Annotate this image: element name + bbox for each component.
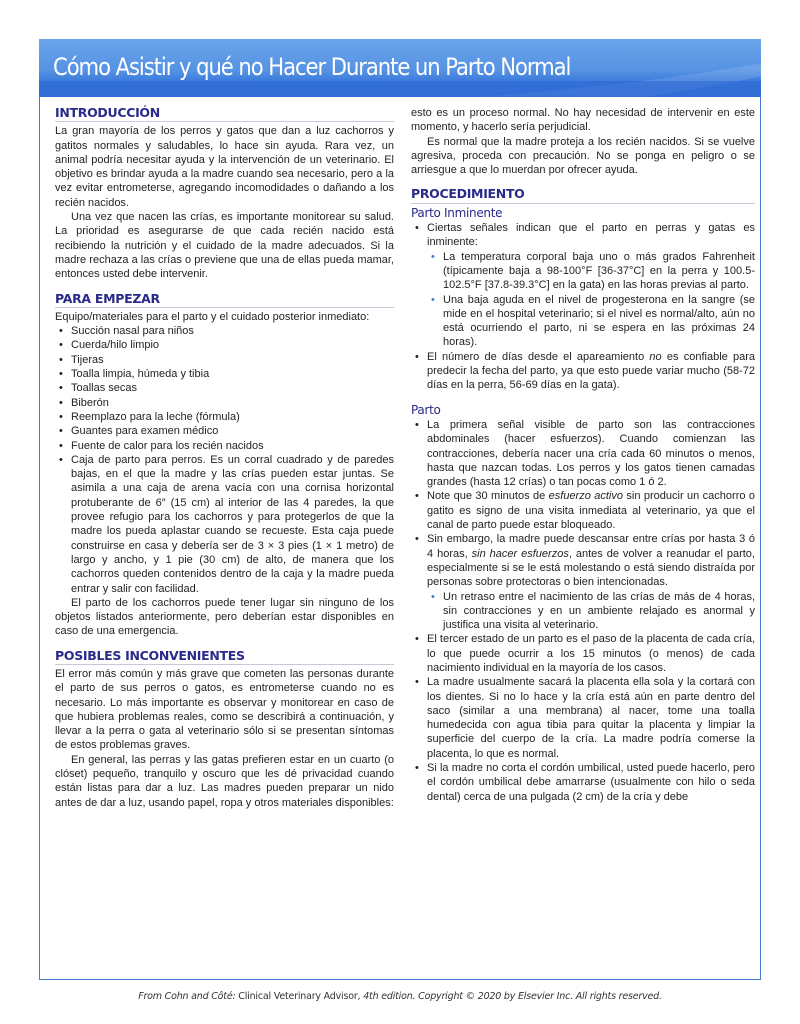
continuation-paragraph-2: Es normal que la madre proteja a los recién nacidos. Si se vuelve agresiva, proceda con precaución. No se ponga en peligro o se arriesgue a que lo muerdan por ofrecer ayuda. <box>411 135 755 177</box>
equipment-intro: Equipo/materiales para el parto y el cuidado posterior inmediato: <box>55 310 370 323</box>
equipment-list <box>55 324 394 596</box>
list-item: • Si la madre no corta el cordón umbilical, usted puede hacerlo, pero el cordón umbilical debe amarrarse (usualmente con hilo o seda dental) cerca de una pulgada (2 cm) de la cría y debe <box>411 761 755 804</box>
list-item: • Toalla limpia, húmeda y tibia <box>55 367 394 381</box>
list-item: • Tijeras <box>55 353 394 367</box>
left-column <box>55 106 394 810</box>
subheading-parto-inminente: Parto Inminente <box>411 205 503 220</box>
list-item: • Biberón <box>55 396 394 410</box>
equipment-closing: El parto de los cachorros puede tener lugar sin ninguno de los objetos listados anteriormente, pero deberían estar disponibles en caso de una emergencia. <box>55 596 394 638</box>
subheading-parto: Parto <box>411 402 441 417</box>
right-column <box>411 106 755 804</box>
list-item: • Toallas secas <box>55 381 394 395</box>
list-item: • Ciertas señales indican que el parto en perras y gatas es inminente: • La temperatura corporal baja uno o más grados Fahrenheit (típicamente baja a 98-100°F [36-37°C] en la perra y 100.5-102.5°F [37.8-39.3°C] en la gata) en las horas previas al parto. • Una baja aguda en el nivel de progesterona en la sangre (se mide en el hospital veterinario; si el nivel es normal/alto, aún no está ocurriendo el parto, ni se espera en las próximas 24 horas). <box>411 221 755 350</box>
list-item: • Cuerda/hilo limpio <box>55 338 394 352</box>
list-item: • La madre usualmente sacará la placenta ella sola y la cortará con los dientes. Si no lo hace y la cría está aún en parte dentro del saco (similar a una membrana) al nacer, tome una toalla humedecida con agua tibia para quitar la placenta y limpiar la superficie del cuerpo de la cría. La madre podría comerse la placenta, lo que es normal. <box>411 675 755 761</box>
continuation-paragraph-1: esto es un proceso normal. No hay necesidad de intervenir en este momento, y hacerlo sería perjudicial. <box>411 107 755 134</box>
problems-paragraph-1: El error más común y más grave que cometen las personas durante el parto de sus perros o gatos, es entrometerse cuando no es necesario. Lo más importante es observar y monitorear en caso de que hubiera problemas reales, como se describirá a continuación, y llevar a la perra o gata al veterinario sólo si se presentan síntomas de estos problemas graves. <box>55 667 394 752</box>
intro-paragraph-2: Una vez que nacen las crías, es importante monitorear su salud. La prioridad es asegurarse de que cada recién nacido está recibiendo la nutrición y el cuidado de la madre adecuados. Si la madre rechaza a las crías o previene que una de ellas pueda mamar, entonces usted debe intervenir. <box>55 211 394 281</box>
sub-list <box>411 250 755 350</box>
list-item: • Sin embargo, la madre puede descansar entre crías por hasta 3 ó 4 horas, sin hacer esfuerzos, antes de volver a reanudar el parto, especialmente si se le está molestando o está siendo distraída por personas sobre protectoras o bien intencionadas. • Un retraso entre el nacimiento de las crías de más de 4 horas, sin contracciones y en un ambiente relajado es anormal y justifica una visita al veterinario. <box>411 532 755 632</box>
section-heading-introduccion: INTRODUCCIÓN <box>55 106 394 122</box>
sub-list-item: • Una baja aguda en el nivel de progesterona en la sangre (se mide en el hospital veterinario; si el nivel es normal/alto, aún no está ocurriendo el parto, ni se espera en las próximas 24 horas). <box>427 293 755 350</box>
list-item: • Note que 30 minutos de esfuerzo activo sin producir un cachorro o gatito es signo de una visita inmediata al veterinario, ya que el canal de parto puede estar bloqueado. <box>411 489 755 532</box>
section-heading-procedimiento: PROCEDIMIENTO <box>411 187 755 203</box>
section-heading-para-empezar: PARA EMPEZAR <box>55 292 394 308</box>
copyright-footer: From Cohn and Côté: Clinical Veterinary Advisor, 4th edition. Copyright © 2020 by Elsevier Inc. All rights reserved. <box>138 991 662 1002</box>
list-item: • Reemplazo para la leche (fórmula) <box>55 410 394 424</box>
sub-list-item: • La temperatura corporal baja uno o más grados Fahrenheit (típicamente baja a 98-100°F [36-37°C] en la perra y 100.5-102.5°F [37.8-39.3°C] en la gata) en las horas previas al parto. <box>427 250 755 293</box>
list-item: • El tercer estado de un parto es el paso de la placenta de cada cría, lo que puede ocurrir a los 15 minutos (o menos) de cada nacimiento individual en la mayoría de los casos. <box>411 632 755 675</box>
list-item: • Succión nasal para niños <box>55 324 394 338</box>
section-heading-posibles-inconvenientes: POSIBLES INCONVENIENTES <box>55 649 394 665</box>
list-item: • Caja de parto para perros. Es un corral cuadrado y de paredes bajas, en el que la madre y las crías pueden estar juntas. Se asimila a una caja de arena vacía con una cornisa horizontal protuberante de 6″ (15 cm) al interior de las 4 paredes, la que provee refugio para los cachorros y para protegerlos de que la madre los pueda aplastar cuando se recueste. Esta caja puede construirse en casa y debería ser de 3 × 3 pies (1 × 1 metro) de largo y ancho, y 1 pie (30 cm) de alto, de manera que los cachorros queden contenidos dentro de la caja y la madre pueda entrar y salir con facilidad. <box>55 453 394 596</box>
intro-paragraph-1: La gran mayoría de los perros y gatos que dan a luz cachorros y gatitos normales y saludables, lo hace sin ayuda. Rara vez, un animal podría necesitar ayuda y la intervención de un veterinario. El objetivo es brindar ayuda a la madre cuando sea necesario, pero a la vez evitar entrometerse, agregando incomodidades o dañando a los recién nacidos. <box>55 125 394 209</box>
list-item: • La primera señal visible de parto son las contracciones abdominales (hacer esfuerzos). Cuando comienzan las contracciones, debería nacer una cría cada 60 minutos o menos, hasta que nazcan todas. Los perros y los gatos tienen camadas grandes (hasta 12 crías) o tan pocas como 1 ó 2. <box>411 418 755 489</box>
sub-list <box>411 590 755 633</box>
list-item: • El número de días desde el apareamiento no es confiable para predecir la fecha del parto, ya que esto puede variar mucho (58-72 días en la perra, 56-69 días en la gata). <box>411 350 755 393</box>
list-item: • Fuente de calor para los recién nacidos <box>55 439 394 453</box>
title-banner <box>39 39 761 97</box>
page-title: Cómo Asistir y qué no Hacer Durante un Parto Normal <box>53 53 571 81</box>
labor-list <box>411 418 755 804</box>
sub-list-item: • Un retraso entre el nacimiento de las crías de más de 4 horas, sin contracciones y en un ambiente relajado es anormal y justifica una visita al veterinario. <box>427 590 755 633</box>
imminent-labor-list <box>411 221 755 393</box>
problems-paragraph-2: En general, las perras y las gatas prefieren estar en un cuarto (o clóset) pequeño, tranquilo y oscuro que les dé privacidad cuando están listas para dar a luz. Las madres pueden preparar un nido antes de dar a luz, usando papel, ropa y otros materiales disponibles: <box>55 753 394 809</box>
list-item: • Guantes para examen médico <box>55 424 394 438</box>
